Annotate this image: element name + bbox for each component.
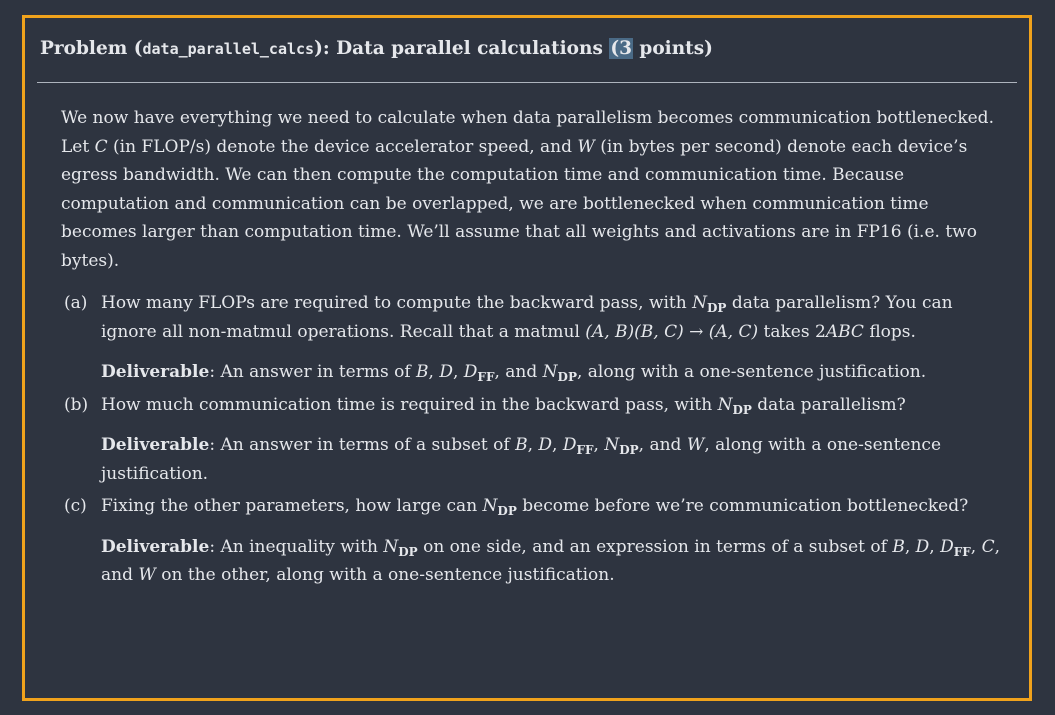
- matmul-formula: (A, B)(B, C) → (A, C): [585, 321, 759, 342]
- deliverable-b: Deliverable: An answer in terms of a subset of B, D, $D_{FF}$, $N_{DP}$, and W, along with a one-sentence justification.: [101, 435, 942, 484]
- question-b: [61, 391, 1001, 489]
- problem-box: [22, 15, 1032, 701]
- item-label-b: (b): [64, 394, 89, 415]
- var-w: W: [577, 136, 595, 157]
- item-label-c: (c): [64, 496, 87, 516]
- intro-paragraph: We now have everything we need to calculate when data parallelism becomes communication bottlenecked. Let C (in FLOP/s) denote the device accelerator speed, and W (in bytes per second) denote each device’s egress bandwidth. We can then compute the computation time and communication time. Because computation and communication can be overlapped, we are bottlenecked when communication time becomes larger than computation time. We’ll assume that all weights and activations are in FP16 (i.e. two bytes).: [61, 108, 994, 271]
- problem-code: data_parallel_calcs: [142, 40, 315, 58]
- problem-title: [40, 38, 713, 59]
- problem-body: [61, 104, 1001, 590]
- deliverable-c: Deliverable: An inequality with $N_{DP}$ on one side, and an expression in terms of a subset of B, D, $D_{FF}$, C, and W on the other, along with a one-sentence justification.: [101, 536, 1001, 585]
- question-a: [61, 289, 1001, 387]
- question-c: [61, 492, 1001, 590]
- header-divider: [37, 82, 1017, 83]
- question-c-text: Fixing the other parameters, how large can $N_{DP}$ become before we’re communication bottlenecked?: [101, 496, 969, 518]
- question-b-text: How much communication time is required in the backward pass, with $N_{DP}$ data parallelism?: [101, 394, 906, 417]
- points-highlight: (3: [610, 38, 632, 59]
- title-prefix: Problem (: [40, 38, 143, 59]
- points-label: points): [632, 38, 713, 59]
- var-c: C: [94, 136, 108, 157]
- question-a-text: How many FLOPs are required to compute the backward pass, with $N_{DP}$ data parallelism? You can ignore all non-matmul operations. Recall that a matmul (A, B)(B, C) → (A, C) takes 2ABC flops.: [101, 293, 953, 342]
- title-main: ): Data parallel calculations: [314, 38, 610, 59]
- item-label-a: (a): [64, 293, 88, 313]
- deliverable-a: Deliverable: An answer in terms of B, D, $D_{FF}$, and $N_{DP}$, along with a one-sentence justification.: [101, 362, 927, 384]
